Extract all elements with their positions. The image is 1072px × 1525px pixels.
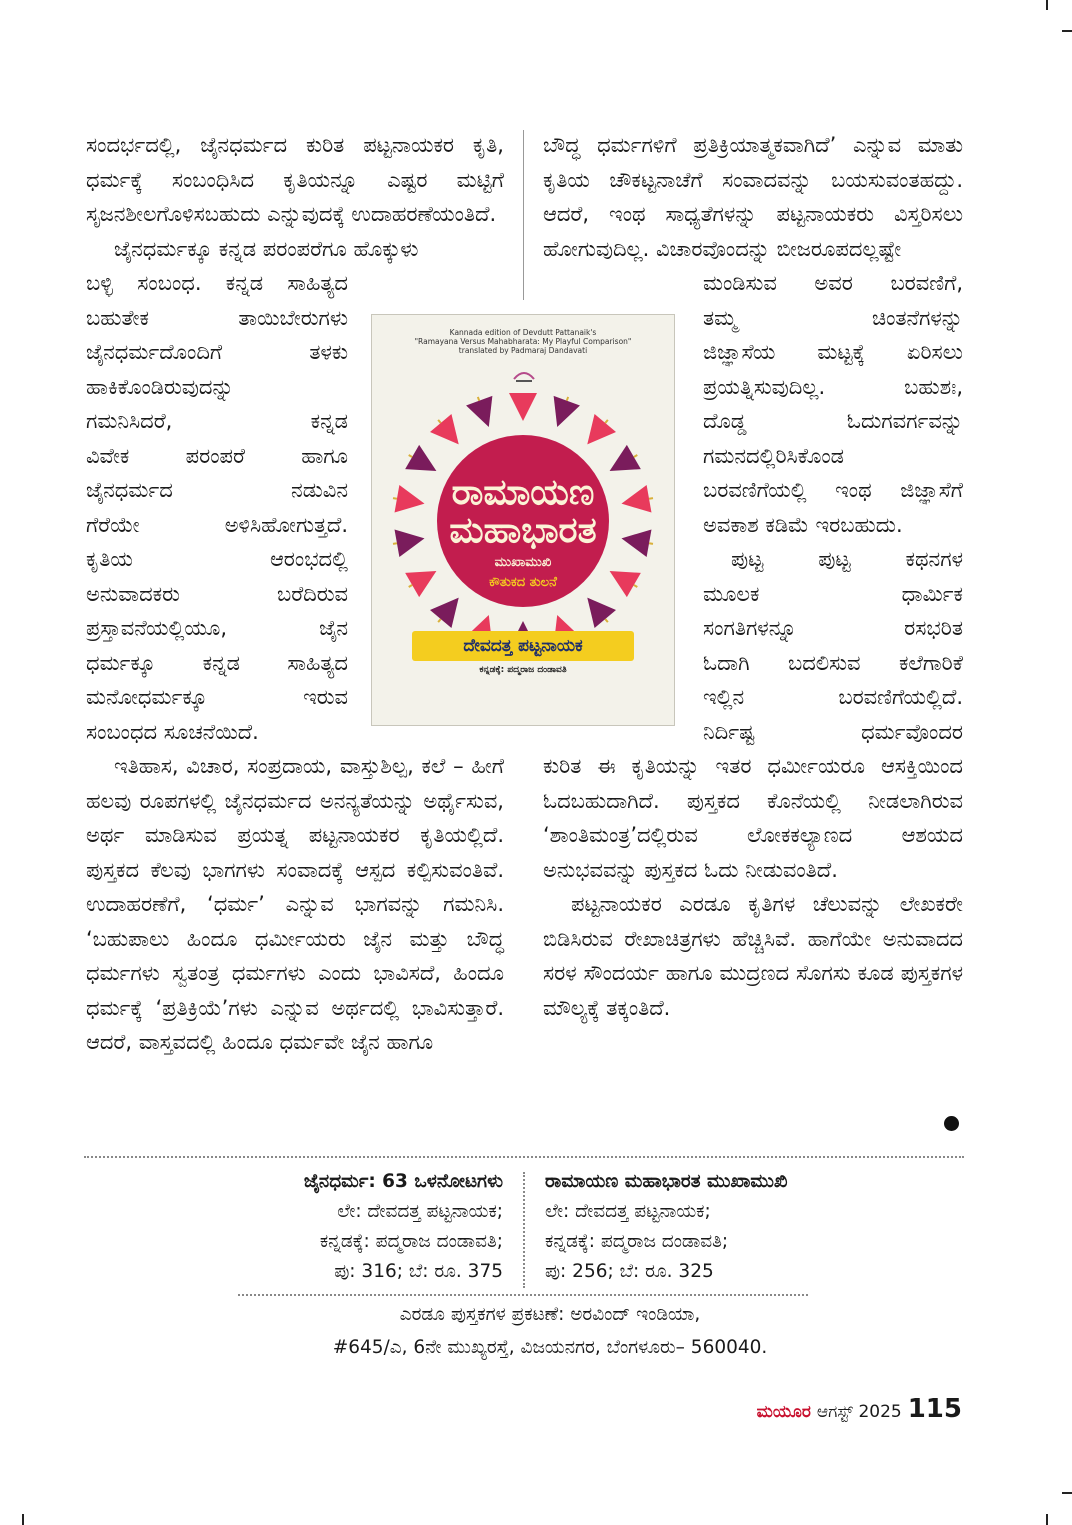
paragraph: ಇತಿಹಾಸ, ವಿಚಾರ, ಸಂಪ್ರದಾಯ, ವಾಸ್ತುಶಿಲ್ಪ, ಕಲೆ – ಹೀಗೆ ಹಲವು ರೂಪಗಳಲ್ಲಿ ಜೈನಧರ್ಮದ ಅನನ್ಯತೆಯನ್ನು ಅರ್ಥೈಸುವ, ಅರ್ಥ ಮಾಡಿಸುವ ಪ್ರಯತ್ನ ಪಟ್ಟನಾಯಕರ ಕೃತಿಯಲ್ಲಿದೆ. ಪುಸ್ತಕದ ಕೆಲವು ಭಾಗಗಳು ಸಂವಾದಕ್ಕೆ ಆಸ್ಪದ ಕಲ್ಪಿಸುವಂತಿವೆ. ಉದಾಹರಣೆಗೆ, ‘ಧರ್ಮ’ ಎನ್ನುವ ಭಾಗವನ್ನು ಗಮನಿಸಿ. ‘ಬಹುಪಾಲು ಹಿಂದೂ ಧರ್ಮೀಯರು ಜೈನ ಮತ್ತು ಬೌದ್ಧ ಧರ್ಮಗಳು ಸ್ವತಂತ್ರ ಧರ್ಮಗಳು ಎಂದು ಭಾವಿಸದೆ, ಹಿಂದೂ ಧರ್ಮಕ್ಕೆ ‘ಪ್ರತಿಕ್ರಿಯೆ’ಗಳು ಎನ್ನುವ ಅರ್ಥದಲ್ಲಿ ಭಾವಿಸುತ್ತಾರೆ. ಆದರೆ, ವಾಸ್ತವದಲ್ಲಿ ಹಿಂದೂ ಧರ್ಮವೇ ಜೈನ ಹಾಗೂ — [86, 754, 504, 1054]
cover-author: ದೇವದತ್ತ ಪಟ್ಟನಾಯಕ — [463, 636, 583, 656]
text-line: ಪ್ರಯತ್ನಿಸುವುದಿಲ್ಲ. ಬಹುಶಃ, — [703, 374, 963, 399]
text-line: ಪುಟ್ಟ ಪುಟ್ಟ ಕಥನಗಳ — [731, 547, 963, 571]
crop-mark — [22, 1514, 24, 1525]
cover-title-line2: ಮಹಾಭಾರತ — [449, 510, 597, 551]
magazine-logo: ಮಯೂರ — [756, 1402, 811, 1422]
crop-mark — [1062, 1492, 1072, 1494]
publisher-logo-icon — [512, 363, 536, 385]
pennant-flag-icon — [465, 393, 502, 432]
publisher-address: #645/ಎ, 6ನೇ ಮುಖ್ಯರಸ್ತೆ, ವಿಜಯನಗರ, ಬೆಂಗಳೂರು– 560040. — [332, 1337, 768, 1358]
pennant-flag-icon — [577, 411, 619, 454]
text-line: ಹಾಕಿಕೊಂಡಿರುವುದನ್ನು — [86, 374, 234, 399]
text-line: ನಿರ್ದಿಷ್ಟ ಧರ್ಮವೊಂದರ — [703, 719, 963, 744]
cover-title-line1: ರಾಮಾಯಣ — [451, 472, 595, 513]
text-line: ಬಳ್ಳಿ ಸಂಬಂಧ. ಕನ್ನಡ ಸಾಹಿತ್ಯದ — [86, 271, 348, 295]
book-author: ಲೇ: ದೇವದತ್ತ ಪಟ್ಟನಾಯಕ; — [337, 1201, 503, 1222]
cover-english-text: translated by Padmaraj Dandavati — [458, 346, 588, 355]
text-line: ಅವಕಾಶ ಕಡಿಮೆ ಇರಬಹುದು. — [703, 512, 903, 537]
paragraph: ಜೈನಧರ್ಮಕ್ಕೂ ಕನ್ನಡ ಪರಂಪರೆಗೂ ಹೊಕ್ಕುಳು — [114, 236, 419, 261]
text-line: ಮನೋಧರ್ಮಕ್ಕೂ ಇರುವ — [86, 685, 348, 709]
cover-tagline: ಕೌತುಕದ ತುಲನೆ — [489, 575, 557, 590]
cover-english-text: "Ramayana Versus Mahabharata: My Playful Comparison" — [414, 337, 632, 346]
text-line: ಗೆರೆಯೇ ಅಳಿಸಿಹೋಗುತ್ತದೆ. — [86, 512, 348, 537]
text-line: ಸಂಗತಿಗಳನ್ನೂ ರಸಭರಿತ — [703, 616, 963, 640]
text-line: ದೊಡ್ಡ ಓದುಗವರ್ಗವನ್ನು — [703, 409, 963, 433]
text-line: ಕೃತಿಯ ಆರಂಭದಲ್ಲಿ — [86, 547, 348, 571]
publisher-line: ಎರಡೂ ಪುಸ್ತಕಗಳ ಪ್ರಕಟಣೆ: ಅರವಿಂದ್ ಇಂಡಿಯಾ, — [399, 1304, 701, 1325]
text-line: ಜಿಜ್ಞಾಸೆಯ ಮಟ್ಟಕ್ಕೆ ಏರಿಸಲು — [703, 340, 963, 364]
dotted-column-divider — [523, 1172, 525, 1288]
book-translator: ಕನ್ನಡಕ್ಕೆ: ಪದ್ಮರಾಜ ದಂಡಾವತಿ; — [319, 1231, 503, 1252]
wrapped-paragraph — [86, 266, 348, 749]
dotted-separator — [84, 1156, 964, 1158]
text-line: ಓದಾಗಿ ಬದಲಿಸುವ ಕಲೆಗಾರಿಕೆ — [703, 650, 963, 675]
text-line: ಗಮನದಲ್ಲಿರಿಸಿಕೊಂಡ — [703, 443, 845, 468]
text-line: ಪ್ರಸ್ತಾವನೆಯಲ್ಲಿಯೂ, ಜೈನ — [86, 616, 348, 640]
book-pages-price: ಪು: 316; ಬೆ: ರೂ. 375 — [334, 1261, 503, 1282]
text-line: ಅನುವಾದಕರು ಬರೆದಿರುವ — [86, 581, 348, 606]
end-mark-bullet — [944, 1116, 959, 1131]
pennant-flag-icon — [544, 393, 581, 432]
text-line: ಜೈನಧರ್ಮದೊಂದಿಗೆ ತಳಕು — [86, 340, 348, 364]
book-cover-image — [371, 314, 675, 726]
book-info-jainadharma — [180, 1167, 503, 1287]
pennant-flag-icon — [427, 411, 469, 454]
text-line: ಮಂಡಿಸುವ ಅವರ ಬರವಣಿಗೆ, — [703, 271, 963, 295]
text-line: ಬಹುತೇಕ ತಾಯಿಬೇರುಗಳು — [86, 305, 348, 330]
text-line: ತಮ್ಮ ಚಿಂತನೆಗಳನ್ನು — [703, 305, 963, 330]
crop-mark — [1046, 0, 1048, 10]
text-line: ಗಮನಿಸಿದರೆ, ಕನ್ನಡ — [86, 409, 348, 433]
crop-mark — [1046, 1514, 1048, 1525]
dotted-separator — [238, 1294, 808, 1296]
book-info-ramayana-mahabharata — [545, 1167, 965, 1287]
book-pages-price: ಪು: 256; ಬೆ: ರೂ. 325 — [545, 1261, 714, 1282]
text-line: ಧರ್ಮಕ್ಕೂ ಕನ್ನಡ ಸಾಹಿತ್ಯದ — [86, 650, 348, 675]
text-line: ಮೂಲಕ ಧಾರ್ಮಿಕ — [703, 581, 963, 606]
text-line: ಬರವಣಿಗೆಯಲ್ಲಿ ಇಂಥ ಜಿಜ್ಞಾಸೆಗೆ — [703, 478, 963, 502]
page-footer — [757, 1392, 962, 1429]
paragraph: ಪಟ್ಟನಾಯಕರ ಎರಡೂ ಕೃತಿಗಳ ಚೆಲುವನ್ನು ಲೇಖಕರೇ ಬಿಡಿಸಿರುವ ರೇಖಾಚಿತ್ರಗಳು ಹೆಚ್ಚಿಸಿವೆ. ಹಾಗೆಯೇ ಅನುವಾದದ ಸರಳ ಸೌಂದರ್ಯ ಹಾಗೂ ಮುದ್ರಣದ ಸೊಗಸು ಕೂಡ ಪುಸ್ತಕಗಳ ಮೌಲ್ಯಕ್ಕೆ ತಕ್ಕಂತಿದೆ. — [543, 892, 963, 1020]
page-number: 115 — [907, 1394, 962, 1424]
book-title: ಜೈನಧರ್ಮ: 63 ಒಳನೋಟಗಳು — [303, 1171, 503, 1192]
cover-subtitle: ಮುಖಾಮುಖಿ — [494, 555, 552, 570]
issue-date: ಆಗಸ್ಟ್ 2025 — [816, 1402, 902, 1422]
cover-english-text: Kannada edition of Devdutt Pattanaik's — [449, 328, 597, 337]
crop-mark — [1062, 30, 1072, 32]
text-line: ಇಲ್ಲಿನ ಬರವಣಿಗೆಯಲ್ಲಿದೆ. — [703, 685, 963, 709]
publisher-info — [150, 1298, 950, 1364]
pennant-flag-icon — [509, 393, 537, 421]
paragraph: ಕುರಿತ ಈ ಕೃತಿಯನ್ನು ಇತರ ಧರ್ಮೀಯರೂ ಆಸಕ್ತಿಯಿಂದ ಓದಬಹುದಾಗಿದೆ. ಪುಸ್ತಕದ ಕೊನೆಯಲ್ಲಿ ನೀಡಲಾಗಿರುವ ‘ಶಾಂತಿಮಂತ್ರ’ದಲ್ಲಿರುವ ಲೋಕಕಲ್ಯಾಣದ ಆಶಯದ ಅನುಭವವನ್ನು ಪುಸ್ತಕದ ಓದು ನೀಡುವಂತಿದೆ. — [543, 754, 963, 882]
paragraph: ಸಂದರ್ಭದಲ್ಲಿ, ಜೈನಧರ್ಮದ ಕುರಿತ ಪಟ್ಟನಾಯಕರ ಕೃತಿ, ಧರ್ಮಕ್ಕೆ ಸಂಬಂಧಿಸಿದ ಕೃತಿಯನ್ನೂ ಎಷ್ಟರ ಮಟ್ಟಿಗೆ ಸೃಜನಶೀಲಗೊಳಿಸಬಹುದು ಎನ್ನುವುದಕ್ಕೆ ಉದಾಹರಣೆಯಂತಿದೆ. — [86, 133, 504, 226]
wrapped-paragraph — [703, 266, 963, 749]
text-line: ವಿವೇಕ ಪರಂಪರೆ ಹಾಗೂ — [86, 443, 348, 468]
book-author: ಲೇ: ದೇವದತ್ತ ಪಟ್ಟನಾಯಕ; — [545, 1201, 711, 1222]
cover-translator: ಕನ್ನಡಕ್ಕೆ: ಪದ್ಮರಾಜ ದಂಡಾವತಿ — [479, 665, 567, 675]
book-translator: ಕನ್ನಡಕ್ಕೆ: ಪದ್ಮರಾಜ ದಂಡಾವತಿ; — [545, 1231, 729, 1252]
book-title: ರಾಮಾಯಣ ಮಹಾಭಾರತ ಮುಖಾಮುಖಿ — [545, 1171, 788, 1192]
text-line: ಜೈನಧರ್ಮದ ನಡುವಿನ — [86, 478, 348, 502]
pennant-flag-icon — [427, 589, 469, 632]
paragraph: ಬೌದ್ಧ ಧರ್ಮಗಳಿಗೆ ಪ್ರತಿಕ್ರಿಯಾತ್ಮಕವಾಗಿದೆ’ ಎನ್ನುವ ಮಾತು ಕೃತಿಯ ಚೌಕಟ್ಟನಾಚೆಗೆ ಸಂವಾದವನ್ನು ಬಯಸುವಂತಹದ್ದು. ಆದರೆ, ಇಂಥ ಸಾಧ್ಯತೆಗಳನ್ನು ಪಟ್ಟನಾಯಕರು ವಿಸ್ತರಿಸಲು ಹೋಗುವುದಿಲ್ಲ. ವಿಚಾರವೊಂದನ್ನು ಬೀಜರೂಪದಲ್ಲಷ್ಟೇ — [543, 133, 963, 261]
pennant-flag-icon — [577, 589, 619, 632]
text-line: ಸಂಬಂಧದ ಸೂಚನೆಯಿದೆ. — [86, 719, 259, 744]
column-divider — [523, 130, 524, 300]
